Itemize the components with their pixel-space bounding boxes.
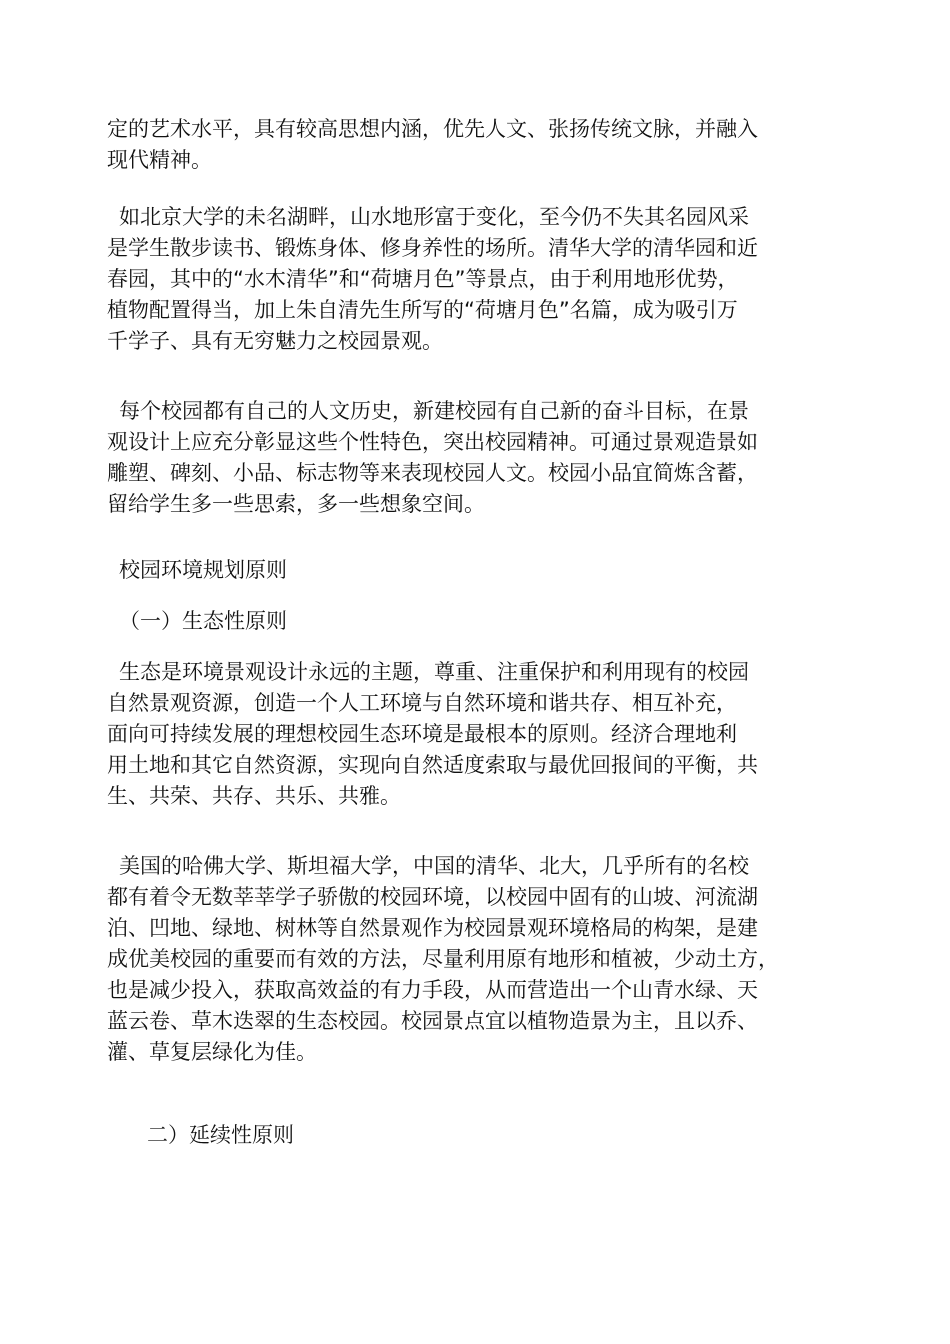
text-line: 观设计上应充分彰显这些个性特色，突出校园精神。可通过景观造景如 — [107, 430, 758, 454]
text-line: 生态是环境景观设计永远的主题，尊重、注重保护和利用现有的校园 — [119, 660, 749, 684]
text-line: 泊、凹地、绿地、树林等自然景观作为校园景观环境格局的构架，是建 — [107, 916, 758, 940]
text-line: 每个校园都有自己的人文历史，新建校园有自己新的奋斗目标，在景 — [119, 399, 749, 423]
section-heading-principles — [107, 555, 867, 586]
text-line: 雕塑、碑刻、小品、标志物等来表现校园人文。校园小品宜简炼含蓄， — [107, 461, 758, 485]
text-line: 植物配置得当，加上朱自清先生所写的“荷塘月色”名篇，成为吸引万 — [107, 298, 738, 322]
text-line: 留给学生多一些思索，多一些想象空间。 — [107, 492, 485, 516]
text-line: （一）生态性原则 — [119, 609, 287, 633]
text-line: 自然景观资源，创造一个人工环境与自然环境和谐共存、相互补充， — [107, 691, 737, 715]
text-line: 定的艺术水平，具有较高思想内涵，优先人文、张扬传统文脉，并融入 — [107, 117, 758, 141]
text-line: 春园，其中的“水木清华”和“荷塘月色”等景点，由于利用地形优势， — [107, 267, 739, 291]
paragraph-campus-culture — [107, 396, 867, 520]
text-line: 如北京大学的未名湖畔，山水地形富于变化，至今仍不失其名园风采 — [119, 205, 749, 229]
text-line: 校园环境规划原则 — [119, 558, 287, 582]
text-line: 美国的哈佛大学、斯坦福大学，中国的清华、北大，几乎所有的名校 — [119, 854, 749, 878]
text-line: 蓝云卷、草木迭翠的生态校园。校园景点宜以植物造景为主，且以乔、 — [107, 1009, 758, 1033]
text-line: 成优美校园的重要而有效的方法，尽量利用原有地形和植被，少动土方， — [107, 947, 779, 971]
paragraph-famous-campuses — [107, 202, 867, 357]
text-line: 也是减少投入，获取高效益的有力手段，从而营造出一个山青水绿、天 — [107, 978, 758, 1002]
text-line: 生、共荣、共存、共乐、共雅。 — [107, 784, 401, 808]
paragraph-art-level — [107, 114, 867, 176]
text-line: 二）延续性原则 — [147, 1123, 294, 1147]
paragraph-world-universities — [107, 851, 867, 1068]
text-line: 千学子、具有无穷魅力之校园景观。 — [107, 329, 443, 353]
paragraph-ecology — [107, 657, 867, 812]
text-line: 现代精神。 — [107, 148, 212, 172]
subheading-continuity-principle — [107, 1120, 867, 1151]
text-line: 灌、草复层绿化为佳。 — [107, 1040, 317, 1064]
text-line: 是学生散步读书、锻炼身体、修身养性的场所。清华大学的清华园和近 — [107, 236, 758, 260]
subheading-ecological-principle — [107, 606, 867, 637]
text-line: 都有着令无数莘莘学子骄傲的校园环境，以校园中固有的山坡、河流湖 — [107, 885, 758, 909]
text-line: 用土地和其它自然资源，实现向自然适度索取与最优回报间的平衡，共 — [107, 753, 758, 777]
text-line: 面向可持续发展的理想校园生态环境是最根本的原则。经济合理地利 — [107, 722, 737, 746]
